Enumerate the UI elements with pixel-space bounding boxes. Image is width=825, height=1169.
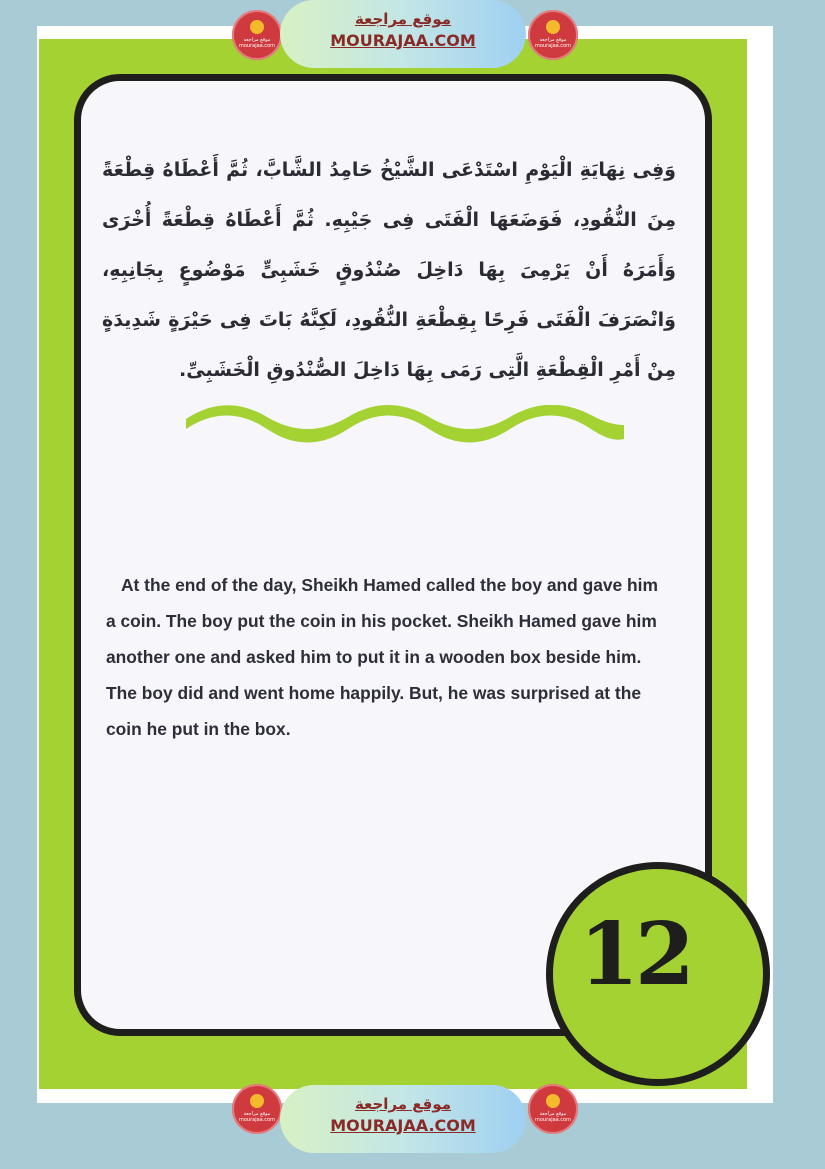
- logo-text: موقع مراجعة mourajaa.com: [238, 37, 275, 49]
- watermark-banner-bottom[interactable]: [280, 1085, 526, 1153]
- watermark-logo-icon: [528, 1084, 578, 1134]
- watermark-banner-top[interactable]: [280, 0, 526, 68]
- watermark-logo-icon: [232, 10, 282, 60]
- logo-text: موقع مراجعة mourajaa.com: [238, 1111, 275, 1123]
- watermark-arabic: موقع مراجعة: [354, 10, 452, 28]
- watermark-arabic: موقع مراجعة: [354, 1095, 452, 1113]
- decorative-wave: [186, 405, 624, 453]
- watermark-site: MOURAJAA.COM: [330, 31, 476, 50]
- page-number: 12: [579, 904, 691, 1005]
- watermark-site: MOURAJAA.COM: [330, 1116, 476, 1135]
- watermark-logo-icon: [528, 10, 578, 60]
- logo-text: موقع مراجعة mourajaa.com: [534, 1111, 571, 1123]
- story-arabic-text: وَفِى نِهَايَةِ الْيَوْمِ اسْتَدْعَى الشَّيْخُ حَامِدُ الشَّابَّ، ثُمَّ أَعْطَاهُ قِطْعَةً مِنَ النُّقُودِ، فَوَضَعَهَا الْفَتَى فِى جَيْبِهِ. ثُمَّ أَعْطَاهُ قِطْعَةً أُخْرَى وَأَمَرَهُ أَنْ يَرْمِىَ بِهَا دَاخِلَ صُنْدُوقٍ خَشَبِىٍّ مَوْضُوعٍ بِجَانِبِهِ، وَانْصَرَفَ الْفَتَى فَرِحًا بِقِطْعَةِ النُّقُودِ، لَكِنَّهُ بَاتَ فِى حَيْرَةٍ شَدِيدَةٍ مِنْ أَمْرِ الْقِطْعَةِ الَّتِى رَمَى بِهَا دَاخِلَ الصُّنْدُوقِ الْخَشَبِىِّ.: [102, 159, 676, 381]
- story-english-text: At the end of the day, Sheikh Hamed called the boy and gave him a coin. The boy put the coin in his pocket. Sheikh Hamed gave him another one and asked him to put it in a wooden box beside him. The boy did and went home happily. But, he was surprised at the coin he put in the box.: [106, 575, 658, 740]
- logo-text: موقع مراجعة mourajaa.com: [534, 37, 571, 49]
- watermark-logo-icon: [232, 1084, 282, 1134]
